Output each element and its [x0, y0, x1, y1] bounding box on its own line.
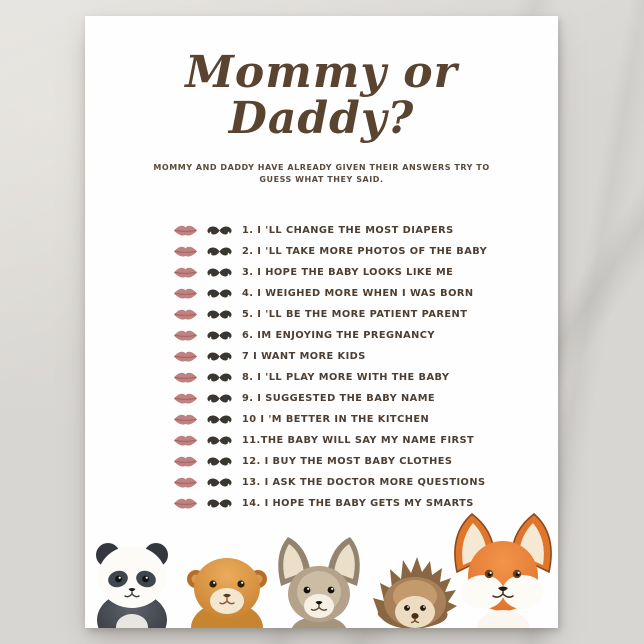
- mustache-icon: [205, 392, 234, 405]
- question-row: [173, 472, 558, 493]
- question-label: 12. I BUY THE MOST BABY CLOTHES: [242, 456, 453, 467]
- wolf-illustration: [269, 532, 369, 628]
- fox-illustration: [447, 510, 558, 628]
- title-line1: Mommy or: [185, 47, 458, 98]
- mustache-icon: [205, 287, 234, 300]
- question-label: 2. I 'LL TAKE MORE PHOTOS OF THE BABY: [242, 246, 488, 257]
- subtitle-line1: MOMMY AND DADDY HAVE ALREADY GIVEN THEIR ANSWERS TRY TO: [153, 163, 490, 172]
- lips-icon: [173, 286, 198, 301]
- question-row: [173, 262, 558, 283]
- subtitle-line2: GUESS WHAT THEY SAID.: [259, 175, 384, 184]
- question-label: 5. I 'LL BE THE MORE PATIENT PARENT: [242, 309, 468, 320]
- question-row: [173, 451, 558, 472]
- lips-icon: [173, 265, 198, 280]
- game-card: [85, 16, 558, 628]
- question-label: 8. I 'LL PLAY MORE WITH THE BABY: [242, 372, 450, 383]
- lips-icon: [173, 328, 198, 343]
- lips-icon: [173, 433, 198, 448]
- question-row: [173, 325, 558, 346]
- lips-icon: [173, 412, 198, 427]
- question-list: [85, 220, 558, 514]
- lips-icon: [173, 475, 198, 490]
- question-row: [173, 493, 558, 514]
- question-label: 10 I 'M BETTER IN THE KITCHEN: [242, 414, 430, 425]
- mustache-icon: [205, 455, 234, 468]
- question-label: 1. I 'LL CHANGE THE MOST DIAPERS: [242, 225, 454, 236]
- question-label: 7 I WANT MORE KIDS: [242, 351, 366, 362]
- question-row: [173, 283, 558, 304]
- subtitle: [142, 162, 502, 186]
- hedgehog-illustration: [371, 552, 459, 628]
- question-label: 11.THE BABY WILL SAY MY NAME FIRST: [242, 435, 475, 446]
- question-label: 14. I HOPE THE BABY GETS MY SMARTS: [242, 498, 474, 509]
- question-row: [173, 430, 558, 451]
- mustache-icon: [205, 266, 234, 279]
- mustache-icon: [205, 245, 234, 258]
- mustache-icon: [205, 350, 234, 363]
- mustache-icon: [205, 434, 234, 447]
- question-label: 9. I SUGGESTED THE BABY NAME: [242, 393, 436, 404]
- question-label: 4. I WEIGHED MORE WHEN I WAS BORN: [242, 288, 474, 299]
- question-label: 6. IM ENJOYING THE PREGNANCY: [242, 330, 435, 341]
- mustache-icon: [205, 476, 234, 489]
- lips-icon: [173, 391, 198, 406]
- mustache-icon: [205, 308, 234, 321]
- page-title: [85, 47, 558, 144]
- mustache-icon: [205, 371, 234, 384]
- question-label: 3. I HOPE THE BABY LOOKS LIKE ME: [242, 267, 454, 278]
- lips-icon: [173, 244, 198, 259]
- lips-icon: [173, 349, 198, 364]
- otter-illustration: [180, 546, 274, 628]
- question-row: [173, 304, 558, 325]
- lips-icon: [173, 370, 198, 385]
- question-row: [173, 346, 558, 367]
- question-label: 13. I ASK THE DOCTOR MORE QUESTIONS: [242, 477, 486, 488]
- question-row: [173, 220, 558, 241]
- question-row: [173, 367, 558, 388]
- question-row: [173, 241, 558, 262]
- animal-illustrations: [85, 498, 558, 628]
- mustache-icon: [205, 413, 234, 426]
- lips-icon: [173, 307, 198, 322]
- mustache-icon: [205, 497, 234, 510]
- lips-icon: [173, 496, 198, 511]
- panda-illustration: [87, 530, 177, 628]
- lips-icon: [173, 223, 198, 238]
- lips-icon: [173, 454, 198, 469]
- title-line2: Daddy?: [228, 93, 415, 144]
- mustache-icon: [205, 224, 234, 237]
- question-row: [173, 409, 558, 430]
- question-row: [173, 388, 558, 409]
- mustache-icon: [205, 329, 234, 342]
